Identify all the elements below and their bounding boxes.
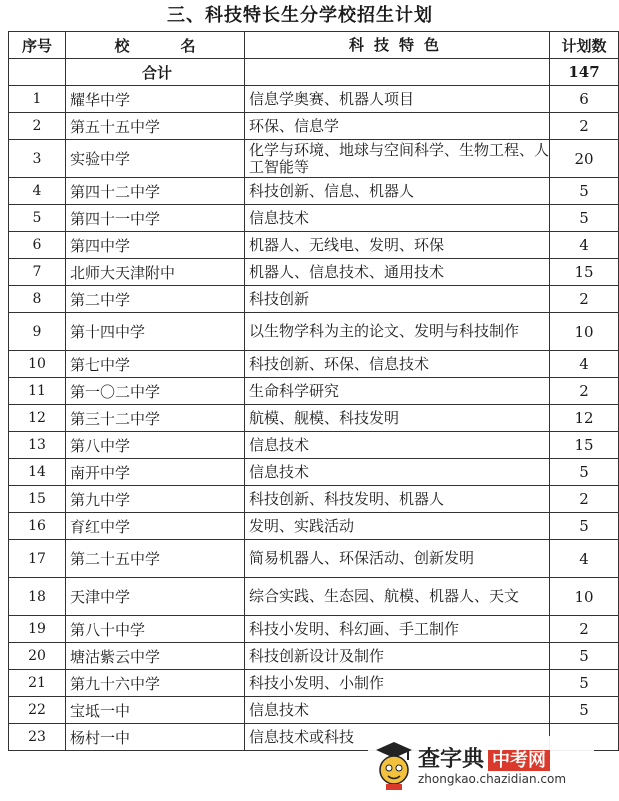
row-school: 第三十二中学 (66, 405, 245, 432)
watermark-url: zhongkao.chazidian.com (418, 772, 567, 786)
row-count: 2 (550, 378, 619, 405)
table-row (9, 351, 619, 378)
row-no: 17 (9, 540, 66, 578)
row-count: 10 (550, 578, 619, 616)
row-count: 5 (550, 697, 619, 724)
total-label: 合计 (66, 59, 245, 86)
table-row (9, 86, 619, 113)
row-no: 13 (9, 432, 66, 459)
row-feature: 以生物学科为主的论文、发明与科技制作 (245, 313, 550, 351)
watermark-logo (368, 736, 594, 798)
row-count: 10 (550, 313, 619, 351)
row-no: 7 (9, 259, 66, 286)
row-no: 19 (9, 616, 66, 643)
row-school: 第八中学 (66, 432, 245, 459)
row-no: 12 (9, 405, 66, 432)
row-count: 5 (550, 643, 619, 670)
table-row (9, 286, 619, 313)
row-no: 5 (9, 205, 66, 232)
row-school: 第五十五中学 (66, 113, 245, 140)
row-count: 2 (550, 113, 619, 140)
graduate-mascot-icon (374, 740, 414, 792)
row-feature: 信息技术 (245, 697, 550, 724)
row-no: 14 (9, 459, 66, 486)
row-count: 15 (550, 432, 619, 459)
row-no: 21 (9, 670, 66, 697)
row-count: 2 (550, 616, 619, 643)
row-feature: 科技创新 (245, 286, 550, 313)
row-no: 6 (9, 232, 66, 259)
row-school: 第七中学 (66, 351, 245, 378)
row-feature: 科技创新、科技发明、机器人 (245, 486, 550, 513)
row-feature: 生命科学研究 (245, 378, 550, 405)
row-school: 第四十一中学 (66, 205, 245, 232)
row-feature: 综合实践、生态园、航模、机器人、天文 (245, 578, 550, 616)
row-count: 4 (550, 232, 619, 259)
row-no: 11 (9, 378, 66, 405)
table-row (9, 643, 619, 670)
row-no: 4 (9, 178, 66, 205)
table-row (9, 670, 619, 697)
row-feature: 机器人、无线电、发明、环保 (245, 232, 550, 259)
table-row (9, 616, 619, 643)
page-title: 三、科技特长生分学校招生计划 (167, 5, 433, 26)
table-row (9, 205, 619, 232)
row-no: 1 (9, 86, 66, 113)
row-school: 南开中学 (66, 459, 245, 486)
row-feature: 科技小发明、科幻画、手工制作 (245, 616, 550, 643)
row-feature: 信息学奥赛、机器人项目 (245, 86, 550, 113)
row-count: 15 (550, 259, 619, 286)
table-row (9, 405, 619, 432)
row-no: 18 (9, 578, 66, 616)
row-no: 9 (9, 313, 66, 351)
watermark-brand-tag: 中考网 (488, 750, 550, 771)
row-count: 2 (550, 286, 619, 313)
row-school: 天津中学 (66, 578, 245, 616)
row-no: 10 (9, 351, 66, 378)
row-no: 2 (9, 113, 66, 140)
row-feature: 信息技术 (245, 459, 550, 486)
row-count: 5 (550, 513, 619, 540)
total-count: 147 (550, 59, 619, 86)
row-count: 5 (550, 670, 619, 697)
row-feature: 科技创新、信息、机器人 (245, 178, 550, 205)
row-count: 4 (550, 351, 619, 378)
row-feature: 化学与环境、地球与空间科学、生物工程、人工智能等 (245, 140, 550, 178)
row-feature: 发明、实践活动 (245, 513, 550, 540)
row-feature: 航模、舰模、科技发明 (245, 405, 550, 432)
header-school: 校 名 (66, 32, 245, 59)
row-school: 第四中学 (66, 232, 245, 259)
watermark-brand: 查字典 中考网 (418, 742, 550, 773)
row-school: 耀华中学 (66, 86, 245, 113)
row-feature: 信息技术或科技 (245, 724, 550, 751)
row-feature: 科技创新设计及制作 (245, 643, 550, 670)
header-count: 计划数 (550, 32, 619, 59)
row-count: 12 (550, 405, 619, 432)
total-row (9, 59, 619, 86)
table-header-row (9, 32, 619, 59)
row-no: 23 (9, 724, 66, 751)
table-row (9, 178, 619, 205)
row-school: 第一〇二中学 (66, 378, 245, 405)
row-school: 第二十五中学 (66, 540, 245, 578)
row-school: 第二中学 (66, 286, 245, 313)
table-row (9, 378, 619, 405)
table-row (9, 540, 619, 578)
row-no: 3 (9, 140, 66, 178)
row-no: 15 (9, 486, 66, 513)
table-row (9, 459, 619, 486)
table-row (9, 486, 619, 513)
table-row (9, 513, 619, 540)
table-row (9, 140, 619, 178)
table-row (9, 259, 619, 286)
row-school: 育红中学 (66, 513, 245, 540)
row-no: 8 (9, 286, 66, 313)
row-count: 5 (550, 205, 619, 232)
row-school: 第十四中学 (66, 313, 245, 351)
row-count: 4 (550, 540, 619, 578)
header-no: 序号 (9, 32, 66, 59)
row-feature: 环保、信息学 (245, 113, 550, 140)
table-row (9, 313, 619, 351)
row-school: 实验中学 (66, 140, 245, 178)
table-row (9, 432, 619, 459)
row-school: 宝坻一中 (66, 697, 245, 724)
row-feature: 机器人、信息技术、通用技术 (245, 259, 550, 286)
row-count: 2 (550, 486, 619, 513)
row-school: 北师大天津附中 (66, 259, 245, 286)
row-feature: 信息技术 (245, 205, 550, 232)
row-school: 杨村一中 (66, 724, 245, 751)
row-no: 22 (9, 697, 66, 724)
row-no: 20 (9, 643, 66, 670)
row-feature: 简易机器人、环保活动、创新发明 (245, 540, 550, 578)
table-row (9, 232, 619, 259)
row-count: 20 (550, 140, 619, 178)
row-feature: 科技小发明、小制作 (245, 670, 550, 697)
row-feature: 信息技术 (245, 432, 550, 459)
row-no: 16 (9, 513, 66, 540)
row-count: 5 (550, 459, 619, 486)
row-school: 第四十二中学 (66, 178, 245, 205)
table-row (9, 697, 619, 724)
table-row (9, 113, 619, 140)
header-feature: 科技特色 (245, 32, 550, 59)
row-school: 第九十六中学 (66, 670, 245, 697)
row-school: 第九中学 (66, 486, 245, 513)
row-school: 第八十中学 (66, 616, 245, 643)
table-row (9, 578, 619, 616)
row-count: 5 (550, 178, 619, 205)
row-feature: 科技创新、环保、信息技术 (245, 351, 550, 378)
row-count: 6 (550, 86, 619, 113)
enrollment-plan-table (8, 31, 619, 751)
row-school: 塘沽紫云中学 (66, 643, 245, 670)
